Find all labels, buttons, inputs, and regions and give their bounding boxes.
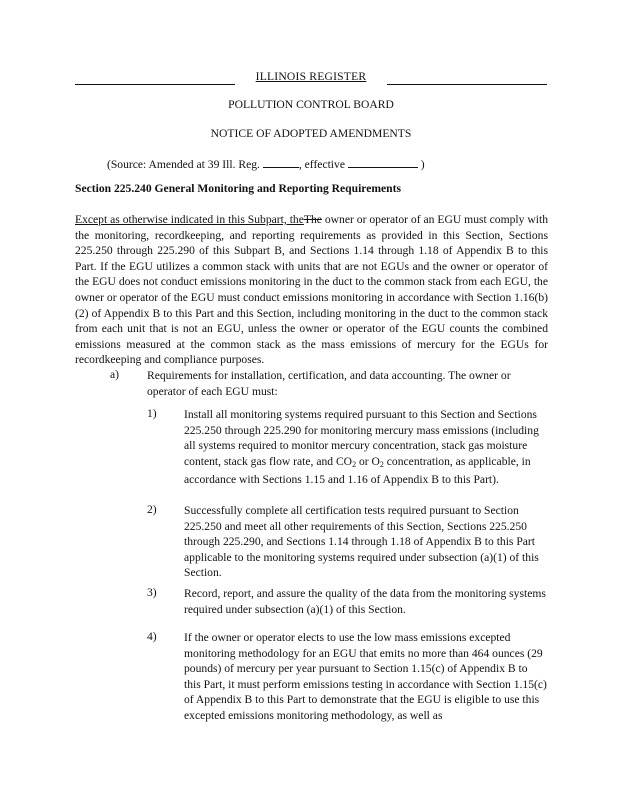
register-page-blank	[263, 156, 299, 168]
co2-subscript: 2	[352, 459, 357, 469]
item-3-text: Record, report, and assure the quality of the data from the monitoring systems required under subsection (a)(1) of this Section.	[184, 587, 546, 616]
item-2-label: 2)	[147, 503, 157, 516]
source-prefix: (Source: Amended at 39 Ill. Reg.	[107, 158, 263, 171]
item-2-text: Successfully complete all certification tests required pursuant to Section 225.250 and meet all other requirements of this Section, Sections 225.250 through 225.290, and Sections 1.14 through 1.18 of Appendix B to this Part applicable to the monitoring systems required under subsection (a)(1) of this Section.	[184, 504, 539, 580]
inserted-text: Except as otherwise indicated in this Subpart, the	[75, 213, 304, 226]
notice-title: NOTICE OF ADOPTED AMENDMENTS	[210, 127, 412, 140]
intro-paragraph	[75, 212, 548, 368]
item-1-text-c: concentration, as applicable, in accordance with Sections 1.15 and 1.16 of Appendix B to this Part).	[184, 454, 531, 487]
source-suffix: )	[420, 158, 425, 171]
effective-date-blank	[348, 156, 418, 168]
header-rule-left	[75, 84, 235, 85]
item-1-text-b: or O	[356, 454, 380, 468]
item-4-text: If the owner or operator elects to use the low mass emissions excepted monitoring methodology for an EGU that emits no more than 464 ounces (29 pounds) of mercury per year pursuant to Section 1.15(c) of Appendix B to this Part, it must perform emissions testing in accordance with Section 1.15(c) of Appendix B to this Part to demonstrate that the EGU is eligible to use this excepted emissions monitoring methodology, as well as	[184, 631, 547, 722]
subsection-a-text: Requirements for installation, certification, and data accounting. The owner or operator of each EGU must:	[147, 369, 511, 398]
board-title: POLLUTION CONTROL BOARD	[228, 98, 394, 111]
register-header	[75, 70, 547, 83]
subsection-a-label: a)	[110, 368, 120, 381]
section-heading: Section 225.240 General Monitoring and Reporting Requirements	[75, 182, 402, 195]
item-1-text	[184, 407, 547, 488]
item-3-label: 3)	[147, 586, 157, 599]
intro-body: owner or operator of an EGU must comply with the monitoring, recordkeeping, and reporting requirements as provided in this Section, Sections 225.250 through 225.290 of this Subpart B, and Sections 1.14 through 1.18 of Appendix B to this Part. If the EGU utilizes a common stack with units that are not EGUs and the owner or operator of the EGU does not conduct emissions monitoring in the duct to the common stack from each EGU, the owner or operator of the EGU must conduct emissions monitoring in accordance with Section 1.16(b)(2) of Appendix B to this Part and this Section, including monitoring in the duct to the common stack from each unit that is not an EGU, unless the owner or operator of the EGU counts the combined emissions measured at the common stack as the mass emissions of mercury for the EGUs for recordkeeping and compliance purposes.	[75, 213, 548, 367]
item-1-text-a: Install all monitoring systems required pursuant to this Section and Sections 225.250 through 225.290 for monitoring mercury mass emissions (including all systems required to monitor mercury concentration, stack gas moisture content, stack gas flow rate, and CO	[184, 408, 539, 468]
register-title: ILLINOIS REGISTER	[255, 70, 367, 83]
source-note	[107, 156, 425, 171]
item-4-label: 4)	[147, 630, 157, 643]
item-1-label: 1)	[147, 407, 157, 420]
source-mid: , effective	[298, 158, 348, 171]
header-rule-right	[387, 84, 547, 85]
deleted-text: The	[303, 213, 322, 226]
o2-subscript: 2	[379, 459, 384, 469]
